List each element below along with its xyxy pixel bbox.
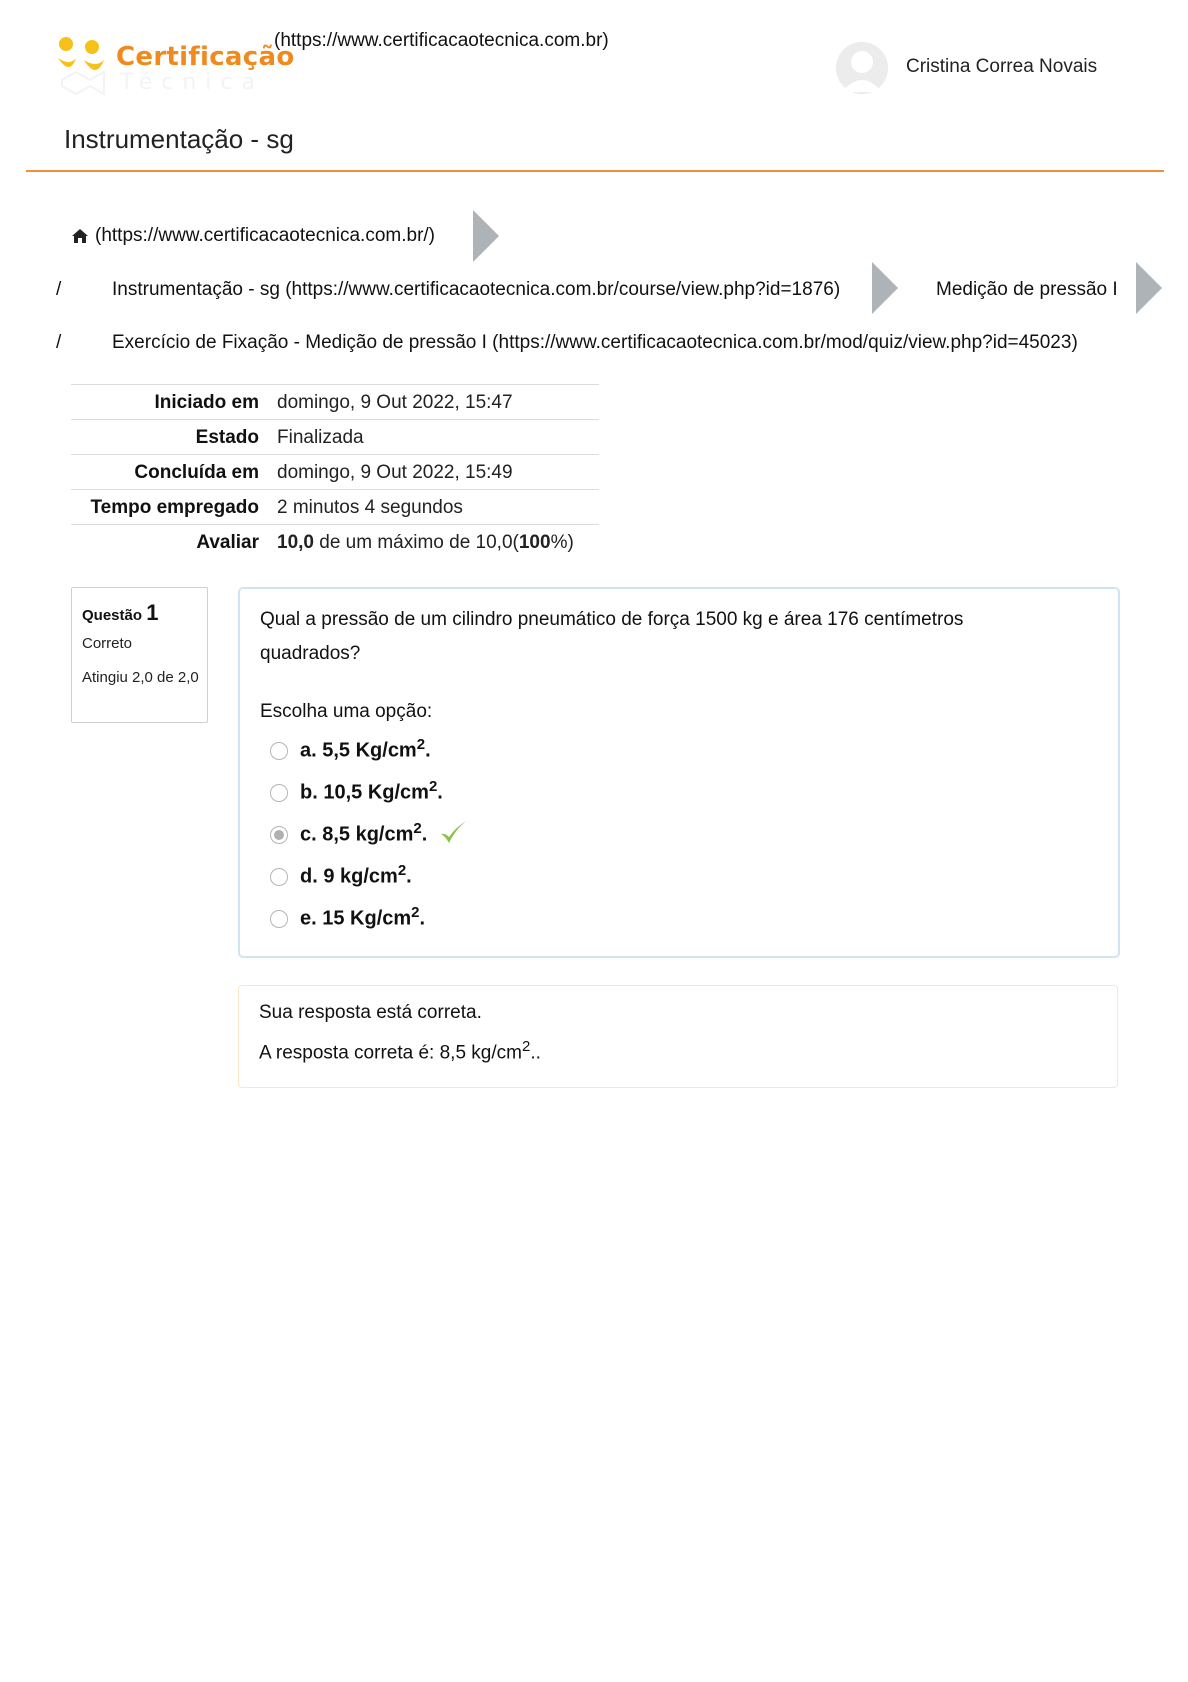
question-content-box	[238, 587, 1120, 958]
radio-button-selected[interactable]	[270, 826, 288, 844]
breadcrumb-separator-arrow	[872, 262, 898, 314]
breadcrumb-separator-arrow	[473, 210, 499, 262]
summary-row-started	[71, 384, 599, 419]
summary-label: Estado	[195, 427, 259, 448]
logo-figures-icon	[56, 36, 112, 96]
summary-label: Tempo empregado	[90, 497, 259, 518]
site-url[interactable]: (https://www.certificacaotecnica.com.br)	[274, 30, 609, 51]
summary-row-grade	[71, 524, 599, 559]
breadcrumb-course[interactable]: Instrumentação - sg (https://www.certificacaotecnica.com.br/course/view.php?id=1876)	[112, 279, 841, 300]
summary-row-time	[71, 489, 599, 524]
check-icon	[438, 818, 468, 848]
question-state: Correto	[82, 635, 133, 652]
summary-label: Avaliar	[196, 532, 259, 553]
summary-value: 2 minutos 4 segundos	[277, 497, 463, 518]
feedback-result: Sua resposta está correta.	[259, 1002, 482, 1023]
avatar[interactable]	[836, 42, 888, 94]
answer-option-label[interactable]: b. 10,5 $Kg/cm^2$.	[300, 778, 443, 804]
radio-button[interactable]	[270, 910, 288, 928]
breadcrumb-section[interactable]: Medição de pressão I	[936, 279, 1118, 300]
radio-button[interactable]	[270, 784, 288, 802]
answer-option-label[interactable]: c. 8,5 $kg/cm^2$.	[300, 820, 428, 846]
page-title: Instrumentação - sg	[64, 124, 294, 154]
question-label	[82, 600, 158, 626]
question-info-box	[71, 587, 208, 723]
radio-button[interactable]	[270, 868, 288, 886]
question-grade: Atingiu 2,0 de 2,0	[82, 669, 199, 686]
logo-text: Certificação	[116, 42, 295, 72]
breadcrumb-slash: /	[56, 332, 62, 353]
site-logo[interactable]	[56, 36, 295, 96]
header-divider	[26, 170, 1164, 172]
grade-mid: de um máximo de 10,0(	[313, 532, 519, 553]
summary-value: domingo, 9 Out 2022, 15:49	[277, 462, 513, 483]
answer-option-label[interactable]: e. 15 $Kg/cm^2$.	[300, 904, 426, 930]
summary-grade-value	[277, 532, 574, 554]
summary-value: domingo, 9 Out 2022, 15:47	[277, 392, 513, 413]
logo-subtext: Técnica	[120, 70, 264, 95]
summary-row-state	[71, 419, 599, 454]
feedback-box	[238, 985, 1118, 1088]
breadcrumb-slash: /	[56, 279, 62, 300]
breadcrumb-quiz[interactable]: Exercício de Fixação - Medição de pressão I (https://www.certificacaotecnica.com.br/mod/quiz/view.php?id=45023)	[112, 332, 1078, 353]
summary-value: Finalizada	[277, 427, 364, 448]
grade-suffix: %)	[550, 532, 574, 553]
question-text: Qual a pressão de um cilindro pneumático de força 1500 kg e área 176 centímetros quadrados?	[260, 609, 964, 664]
summary-label: Concluída em	[134, 462, 259, 483]
home-icon	[71, 228, 89, 244]
breadcrumb-separator-arrow	[1136, 262, 1162, 314]
question-prompt: Escolha uma opção:	[260, 701, 433, 722]
user-name[interactable]: Cristina Correa Novais	[906, 56, 1098, 77]
summary-row-completed	[71, 454, 599, 489]
question-label-text: Questão	[82, 607, 143, 624]
answer-option-label[interactable]: d. 9 $kg/cm^2$.	[300, 862, 412, 888]
feedback-correct-answer: A resposta correta é: 8,5 $kg/cm^2$..	[259, 1038, 541, 1064]
grade-percent: 100	[518, 532, 551, 553]
attempt-summary-table	[71, 384, 599, 559]
radio-button[interactable]	[270, 742, 288, 760]
question-number: 1	[146, 600, 159, 625]
user-avatar-icon	[836, 42, 888, 94]
answer-option-label[interactable]: a. 5,5 $Kg/cm^2$.	[300, 736, 431, 762]
summary-label: Iniciado em	[154, 392, 259, 413]
grade-score: 10,0	[277, 532, 314, 553]
breadcrumb-home-link[interactable]: (https://www.certificacaotecnica.com.br/)	[95, 225, 435, 246]
